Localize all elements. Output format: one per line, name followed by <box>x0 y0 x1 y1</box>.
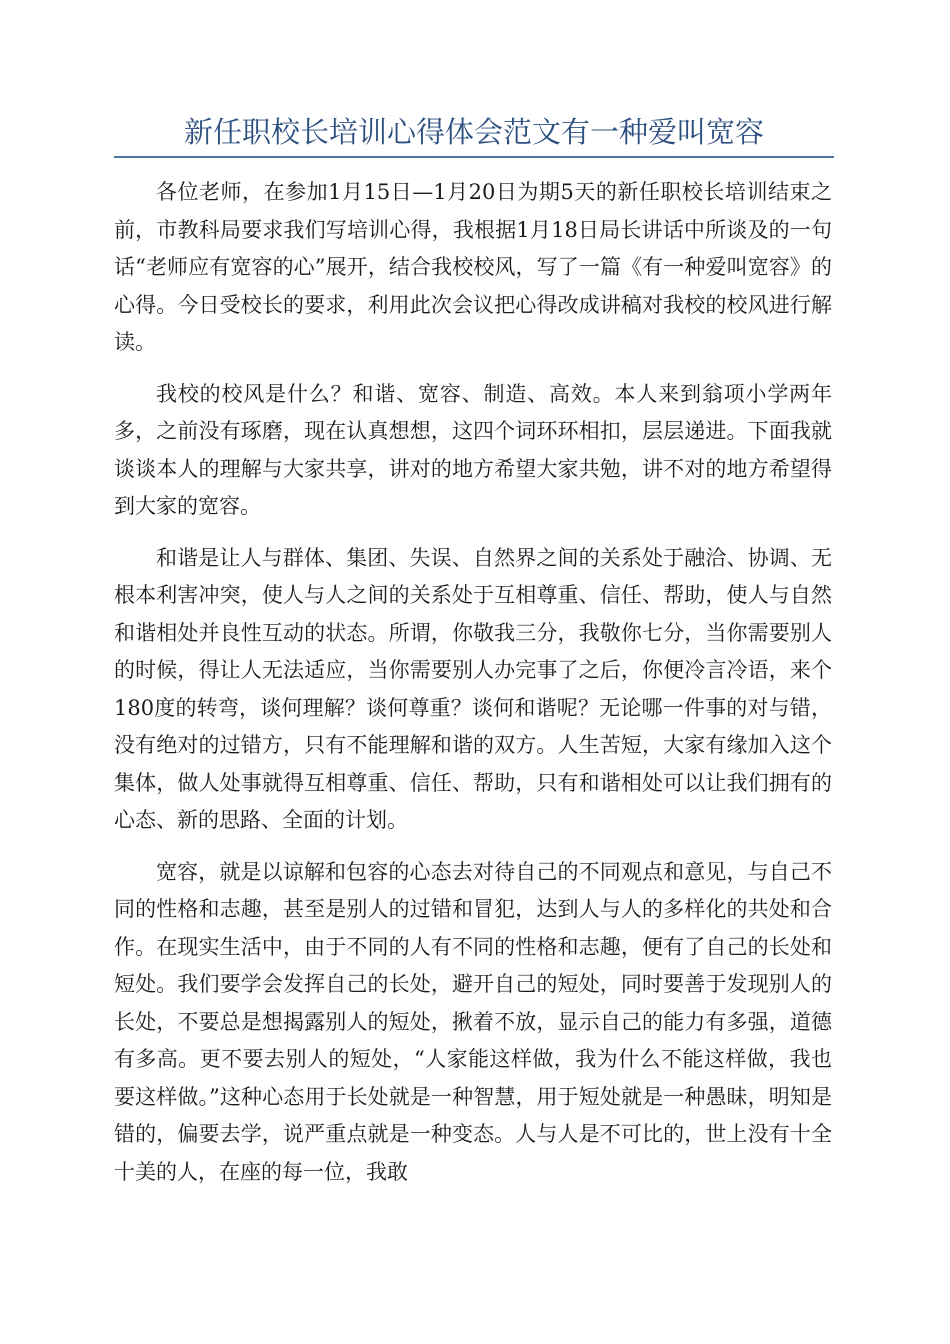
document-body <box>114 174 832 1205</box>
document-title: 新任职校长培训心得体会范文有一种爱叫宽容 <box>183 115 764 149</box>
paragraph-4: 宽容，就是以谅解和包容的心态去对待自己的不同观点和意见，与自己不同的性格和志趣，甚至是别人的过错和冒犯，达到人与人的多样化的共处和合作。在现实生活中，由于不同的人有不同的性格和志趣，便有了自己的长处和短处。我们要学会发挥自己的长处，避开自己的短处，同时要善于发现别人的长处，不要总是想揭露别人的短处，揪着不放，显示自己的能力有多强，道德有多高。更不要去别人的短处，“人家能这样做，我为什么不能这样做，我也要这样做。”这种心态用于长处就是一种智慧，用于短处就是一种愚昧，明知是错的，偏要去学，说严重点就是一种变态。人与人是不可比的，世上没有十全十美的人，在座的每一位，我敢 <box>114 859 832 1184</box>
title-block <box>114 112 834 158</box>
paragraph-1: 各位老师，在参加1月15日—1月20日为期5天的新任职校长培训结束之前，市教科局要求我们写培训心得，我根据1月18日局长讲话中所谈及的一句话“老师应有宽容的心”展开，结合我校校风，写了一篇《有一种爱叫宽容》的心得。今日受校长的要求，利用此次会议把心得改成讲稿对我校的校风进行解读。 <box>114 180 832 354</box>
paragraph-2: 我校的校风是什么？和谐、宽容、制造、高效。本人来到翁项小学两年多，之前没有琢磨，现在认真想想，这四个词环环相扣，层层递进。下面我就谈谈本人的理解与大家共享，讲对的地方希望大家共勉，讲不对的地方希望得到大家的宽容。 <box>114 381 832 518</box>
paragraph-3: 和谐是让人与群体、集团、失误、自然界之间的关系处于融洽、协调、无根本利害冲突，使人与人之间的关系处于互相尊重、信任、帮助，使人与自然和谐相处并良性互动的状态。所谓，你敬我三分，我敬你七分，当你需要别人的时候，得让人无法适应，当你需要别人办完事了之后，你便冷言冷语，来个180度的转弯，谈何理解？谈何尊重？谈何和谐呢？无论哪一件事的对与错，没有绝对的过错方，只有不能理解和谐的双方。人生苦短，大家有缘加入这个集体，做人处事就得互相尊重、信任、帮助，只有和谐相处可以让我们拥有的心态、新的思路、全面的计划。 <box>114 545 832 832</box>
